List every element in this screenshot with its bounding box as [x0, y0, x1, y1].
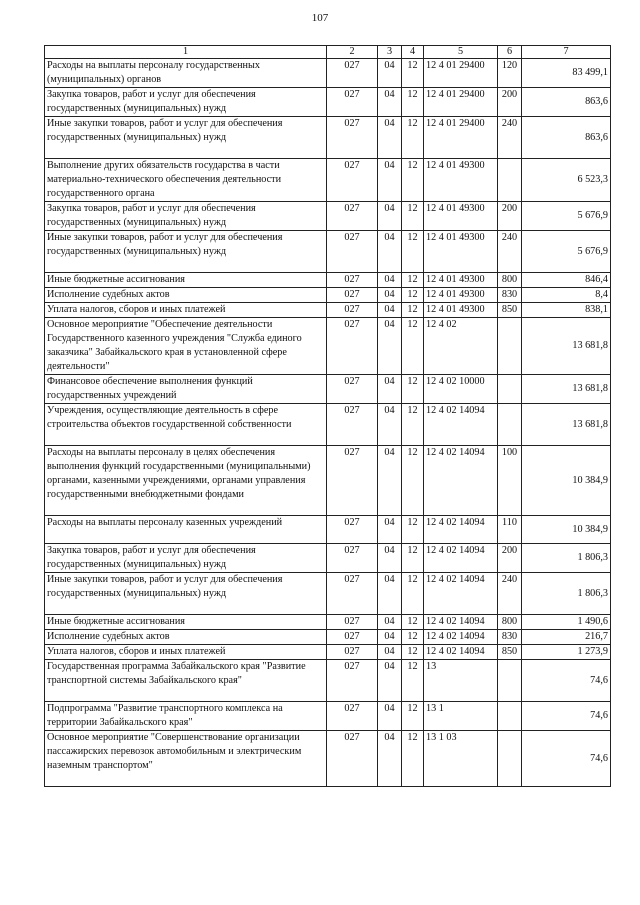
table-row [45, 630, 611, 645]
subsection-code-cell: 12 [402, 544, 424, 573]
table-row [45, 375, 611, 404]
amount-cell: 83 499,1 [522, 59, 611, 88]
target-code-cell: 12 4 01 29400 [424, 88, 498, 117]
ved-code-cell: 027 [327, 303, 378, 318]
table-row [45, 702, 611, 731]
target-code-cell: 12 4 01 49300 [424, 303, 498, 318]
target-code-cell: 12 4 01 49300 [424, 273, 498, 288]
ved-code-cell: 027 [327, 159, 378, 202]
section-code-cell: 04 [378, 88, 402, 117]
table-row [45, 573, 611, 615]
expense-type-cell: 800 [498, 615, 522, 630]
target-code-cell: 12 4 02 14094 [424, 446, 498, 516]
amount-cell: 13 681,8 [522, 375, 611, 404]
expense-type-cell [498, 375, 522, 404]
target-code-cell: 12 4 02 10000 [424, 375, 498, 404]
ved-code-cell: 027 [327, 59, 378, 88]
expense-type-cell: 800 [498, 273, 522, 288]
table-body [45, 59, 611, 787]
target-code-cell: 13 1 [424, 702, 498, 731]
ved-code-cell: 027 [327, 288, 378, 303]
section-code-cell: 04 [378, 318, 402, 375]
table-row [45, 446, 611, 516]
target-code-cell: 12 4 01 49300 [424, 231, 498, 273]
expense-type-cell [498, 702, 522, 731]
subsection-code-cell: 12 [402, 446, 424, 516]
budget-table [44, 45, 611, 787]
target-code-cell: 12 4 02 14094 [424, 630, 498, 645]
ved-code-cell: 027 [327, 630, 378, 645]
row-name-cell: Государственная программа Забайкальского края "Развитие транспортной системы Забайкальского края" [45, 660, 327, 702]
table-row [45, 731, 611, 787]
ved-code-cell: 027 [327, 88, 378, 117]
expense-type-cell: 110 [498, 516, 522, 544]
table-row [45, 231, 611, 273]
ved-code-cell: 027 [327, 702, 378, 731]
row-name-cell: Выполнение других обязательств государства в части материально-технического обеспечения деятельности государственного органа [45, 159, 327, 202]
row-name-cell: Финансовое обеспечение выполнения функций государственных учреждений [45, 375, 327, 404]
target-code-cell: 12 4 02 14094 [424, 544, 498, 573]
row-name-cell: Иные закупки товаров, работ и услуг для обеспечения государственных (муниципальных) нужд [45, 231, 327, 273]
section-code-cell: 04 [378, 516, 402, 544]
amount-cell: 13 681,8 [522, 318, 611, 375]
target-code-cell: 12 4 02 14094 [424, 516, 498, 544]
section-code-cell: 04 [378, 660, 402, 702]
table-row [45, 615, 611, 630]
expense-type-cell [498, 731, 522, 787]
amount-cell: 5 676,9 [522, 231, 611, 273]
row-name-cell: Расходы на выплаты персоналу в целях обеспечения выполнения функций государственными (муниципальными) органами, казенными учреждениями, органами управления государственными внебюджетными фондами [45, 446, 327, 516]
header-cell: 5 [424, 46, 498, 59]
subsection-code-cell: 12 [402, 573, 424, 615]
amount-cell: 8,4 [522, 288, 611, 303]
subsection-code-cell: 12 [402, 288, 424, 303]
target-code-cell: 12 4 02 14094 [424, 404, 498, 446]
header-cell: 7 [522, 46, 611, 59]
row-name-cell: Закупка товаров, работ и услуг для обеспечения государственных (муниципальных) нужд [45, 202, 327, 231]
expense-type-cell: 200 [498, 544, 522, 573]
row-name-cell: Учреждения, осуществляющие деятельность в сфере строительства объектов государственной собственности [45, 404, 327, 446]
table-row [45, 544, 611, 573]
header-cell: 6 [498, 46, 522, 59]
section-code-cell: 04 [378, 731, 402, 787]
expense-type-cell: 200 [498, 202, 522, 231]
table-row [45, 288, 611, 303]
header-cell: 3 [378, 46, 402, 59]
table-row [45, 660, 611, 702]
subsection-code-cell: 12 [402, 630, 424, 645]
section-code-cell: 04 [378, 303, 402, 318]
subsection-code-cell: 12 [402, 660, 424, 702]
target-code-cell: 12 4 01 49300 [424, 159, 498, 202]
row-name-cell: Уплата налогов, сборов и иных платежей [45, 645, 327, 660]
row-name-cell: Расходы на выплаты персоналу государственных (муниципальных) органов [45, 59, 327, 88]
amount-cell: 863,6 [522, 88, 611, 117]
ved-code-cell: 027 [327, 404, 378, 446]
header-cell: 1 [45, 46, 327, 59]
expense-type-cell [498, 660, 522, 702]
subsection-code-cell: 12 [402, 645, 424, 660]
expense-type-cell: 850 [498, 303, 522, 318]
section-code-cell: 04 [378, 630, 402, 645]
ved-code-cell: 027 [327, 273, 378, 288]
page-number: 107 [311, 12, 329, 24]
ved-code-cell: 027 [327, 446, 378, 516]
section-code-cell: 04 [378, 446, 402, 516]
section-code-cell: 04 [378, 231, 402, 273]
ved-code-cell: 027 [327, 231, 378, 273]
subsection-code-cell: 12 [402, 731, 424, 787]
target-code-cell: 12 4 01 49300 [424, 202, 498, 231]
expense-type-cell: 200 [498, 88, 522, 117]
amount-cell: 1 806,3 [522, 544, 611, 573]
subsection-code-cell: 12 [402, 303, 424, 318]
expense-type-cell [498, 404, 522, 446]
ved-code-cell: 027 [327, 615, 378, 630]
subsection-code-cell: 12 [402, 202, 424, 231]
table-row [45, 516, 611, 544]
subsection-code-cell: 12 [402, 88, 424, 117]
row-name-cell: Иные закупки товаров, работ и услуг для обеспечения государственных (муниципальных) нужд [45, 117, 327, 159]
table-row [45, 645, 611, 660]
section-code-cell: 04 [378, 573, 402, 615]
subsection-code-cell: 12 [402, 231, 424, 273]
amount-cell: 10 384,9 [522, 516, 611, 544]
expense-type-cell: 240 [498, 117, 522, 159]
amount-cell: 838,1 [522, 303, 611, 318]
expense-type-cell: 100 [498, 446, 522, 516]
target-code-cell: 12 4 01 29400 [424, 59, 498, 88]
header-row [45, 46, 611, 59]
ved-code-cell: 027 [327, 660, 378, 702]
expense-type-cell: 830 [498, 288, 522, 303]
row-name-cell: Основное мероприятие "Совершенствование организации пассажирских перевозок автомобильным и электрическим наземным транспортом" [45, 731, 327, 787]
subsection-code-cell: 12 [402, 117, 424, 159]
table-row [45, 318, 611, 375]
amount-cell: 1 806,3 [522, 573, 611, 615]
section-code-cell: 04 [378, 544, 402, 573]
target-code-cell: 12 4 01 49300 [424, 288, 498, 303]
row-name-cell: Исполнение судебных актов [45, 630, 327, 645]
section-code-cell: 04 [378, 59, 402, 88]
section-code-cell: 04 [378, 404, 402, 446]
target-code-cell: 12 4 02 14094 [424, 615, 498, 630]
amount-cell: 1 490,6 [522, 615, 611, 630]
table-row [45, 117, 611, 159]
subsection-code-cell: 12 [402, 516, 424, 544]
subsection-code-cell: 12 [402, 702, 424, 731]
subsection-code-cell: 12 [402, 615, 424, 630]
section-code-cell: 04 [378, 273, 402, 288]
row-name-cell: Иные бюджетные ассигнования [45, 273, 327, 288]
ved-code-cell: 027 [327, 573, 378, 615]
section-code-cell: 04 [378, 702, 402, 731]
section-code-cell: 04 [378, 288, 402, 303]
row-name-cell: Исполнение судебных актов [45, 288, 327, 303]
ved-code-cell: 027 [327, 117, 378, 159]
subsection-code-cell: 12 [402, 404, 424, 446]
section-code-cell: 04 [378, 117, 402, 159]
ved-code-cell: 027 [327, 645, 378, 660]
header-cell: 4 [402, 46, 424, 59]
amount-cell: 1 273,9 [522, 645, 611, 660]
subsection-code-cell: 12 [402, 59, 424, 88]
amount-cell: 846,4 [522, 273, 611, 288]
amount-cell: 5 676,9 [522, 202, 611, 231]
table-row [45, 404, 611, 446]
ved-code-cell: 027 [327, 731, 378, 787]
section-code-cell: 04 [378, 159, 402, 202]
expense-type-cell [498, 318, 522, 375]
ved-code-cell: 027 [327, 318, 378, 375]
section-code-cell: 04 [378, 615, 402, 630]
table-row [45, 59, 611, 88]
expense-type-cell: 830 [498, 630, 522, 645]
expense-type-cell: 850 [498, 645, 522, 660]
row-name-cell: Расходы на выплаты персоналу казенных учреждений [45, 516, 327, 544]
amount-cell: 74,6 [522, 660, 611, 702]
ved-code-cell: 027 [327, 375, 378, 404]
amount-cell: 74,6 [522, 702, 611, 731]
target-code-cell: 12 4 02 14094 [424, 645, 498, 660]
subsection-code-cell: 12 [402, 273, 424, 288]
table-row [45, 88, 611, 117]
amount-cell: 13 681,8 [522, 404, 611, 446]
row-name-cell: Закупка товаров, работ и услуг для обеспечения государственных (муниципальных) нужд [45, 88, 327, 117]
amount-cell: 10 384,9 [522, 446, 611, 516]
row-name-cell: Подпрограмма "Развитие транспортного комплекса на территории Забайкальского края" [45, 702, 327, 731]
row-name-cell: Иные закупки товаров, работ и услуг для обеспечения государственных (муниципальных) нужд [45, 573, 327, 615]
subsection-code-cell: 12 [402, 318, 424, 375]
target-code-cell: 13 1 03 [424, 731, 498, 787]
section-code-cell: 04 [378, 202, 402, 231]
amount-cell: 6 523,3 [522, 159, 611, 202]
amount-cell: 74,6 [522, 731, 611, 787]
target-code-cell: 12 4 02 14094 [424, 573, 498, 615]
ved-code-cell: 027 [327, 202, 378, 231]
expense-type-cell: 120 [498, 59, 522, 88]
target-code-cell: 12 4 01 29400 [424, 117, 498, 159]
target-code-cell: 13 [424, 660, 498, 702]
row-name-cell: Уплата налогов, сборов и иных платежей [45, 303, 327, 318]
table-row [45, 273, 611, 288]
amount-cell: 863,6 [522, 117, 611, 159]
table-row [45, 202, 611, 231]
subsection-code-cell: 12 [402, 159, 424, 202]
row-name-cell: Иные бюджетные ассигнования [45, 615, 327, 630]
target-code-cell: 12 4 02 [424, 318, 498, 375]
row-name-cell: Закупка товаров, работ и услуг для обеспечения государственных (муниципальных) нужд [45, 544, 327, 573]
subsection-code-cell: 12 [402, 375, 424, 404]
ved-code-cell: 027 [327, 516, 378, 544]
expense-type-cell: 240 [498, 231, 522, 273]
ved-code-cell: 027 [327, 544, 378, 573]
table-row [45, 303, 611, 318]
table-row [45, 159, 611, 202]
amount-cell: 216,7 [522, 630, 611, 645]
section-code-cell: 04 [378, 645, 402, 660]
section-code-cell: 04 [378, 375, 402, 404]
expense-type-cell [498, 159, 522, 202]
header-cell: 2 [327, 46, 378, 59]
row-name-cell: Основное мероприятие "Обеспечение деятельности Государственного казенного учреждения "Служба единого заказчика" Забайкальского края в установленной сфере деятельности" [45, 318, 327, 375]
expense-type-cell: 240 [498, 573, 522, 615]
